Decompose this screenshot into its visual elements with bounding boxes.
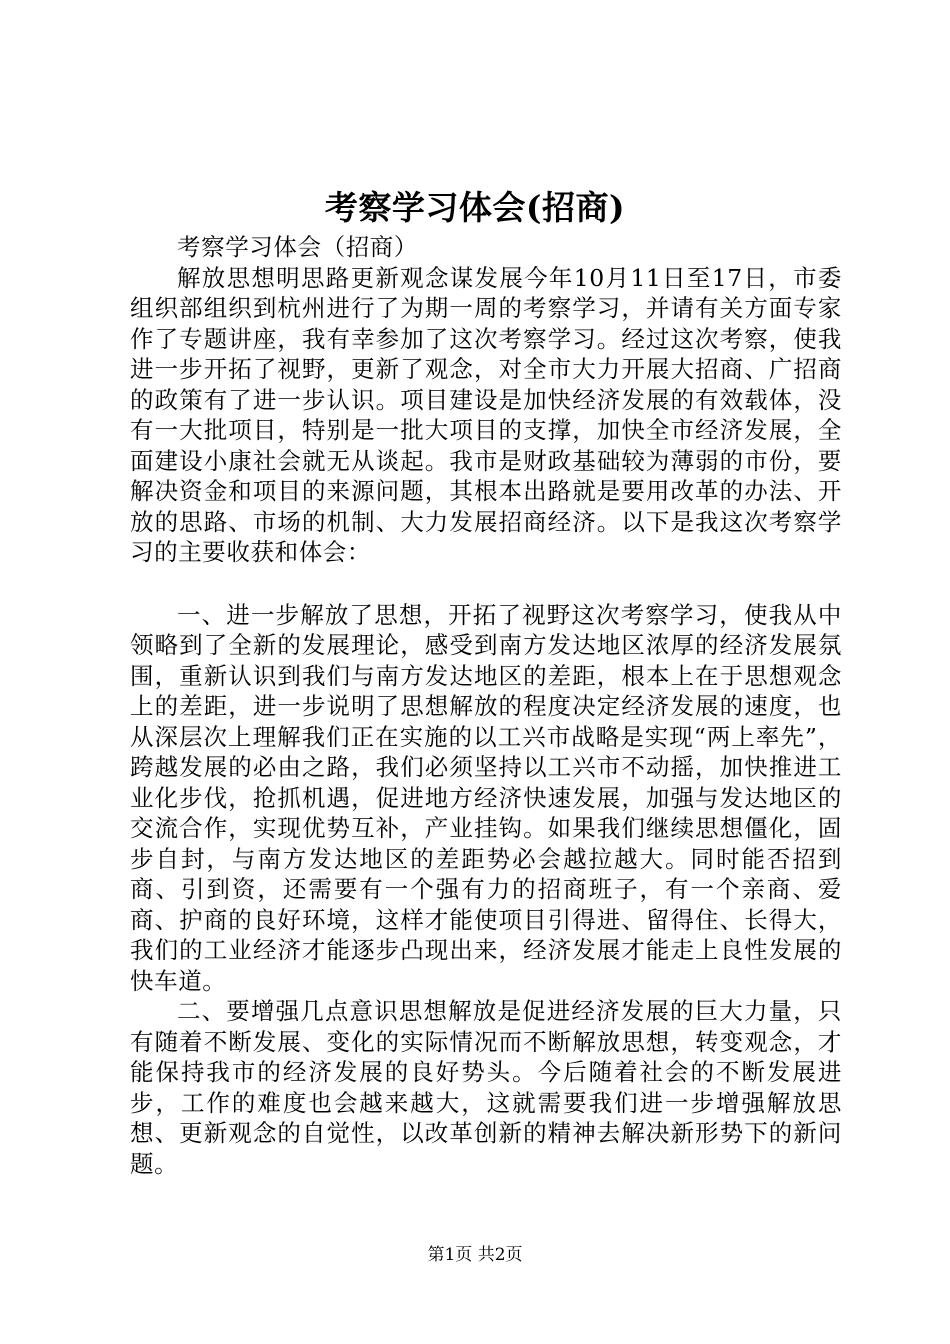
document-body <box>130 232 842 1179</box>
document-title: 考察学习体会(招商) <box>324 188 626 227</box>
section-one-paragraph: 一、进一步解放了思想，开拓了视野这次考察学习，使我从中领略到了全新的发展理论，感受到南方发达地区浓厚的经济发展氛围，重新认识到我们与南方发达地区的差距，根本上在于思想观念上的差距，进一步说明了思想解放的程度决定经济发展的速度，也从深层次上理解我们正在实施的以工兴市战略是实现“两上率先”，跨越发展的必由之路，我们必须坚持以工兴市不动摇，加快推进工业化步伐，抢抓机遇，促进地方经济快速发展，加强与发达地区的交流合作，实现优势互补，产业挂钩。如果我们继续思想僵化，固步自封，与南方发达地区的差距势必会越拉越大。同时能否招到商、引到资，还需要有一个强有力的招商班子，有一个亲商、爱商、护商的良好环境，这样才能使项目引得进、留得住、长得大，我们的工业经济才能逐步凸现出来，经济发展才能走上良性发展的快车道。 <box>130 600 842 995</box>
intro-paragraph: 解放思想明思路更新观念谋发展今年10月11日至17日，市委组织部组织到杭州进行了为期一周的考察学习，并请有关方面专家作了专题讲座，我有幸参加了这次考察学习。经过这次考察，使我进一步开拓了视野，更新了观念，对全市大力开展大招商、广招商的政策有了进一步认识。项目建设是加快经济发展的有效载体，没有一大批项目，特别是一批大项目的支撑，加快全市经济发展，全面建设小康社会就无从谈起。我市是财政基础较为薄弱的市份，要解决资金和项目的来源问题，其根本出路就是要用改革的办法、开放的思路、市场的机制、大力发展招商经济。以下是我这次考察学习的主要收获和体会： <box>130 263 842 566</box>
page-number-footer: 第1页 共2页 <box>427 1245 523 1265</box>
section-two-paragraph: 二、要增强几点意识思想解放是促进经济发展的巨大力量，只有随着不断发展、变化的实际情况而不断解放思想，转变观念，才能保持我市的经济发展的良好势头。今后随着社会的不断发展进步，工作的难度也会越来越大，这就需要我们进一步增强解放思想、更新观念的自觉性，以改革创新的精神去解决新形势下的新问题。 <box>130 997 842 1178</box>
subtitle-paragraph: 考察学习体会（招商） <box>177 233 418 261</box>
